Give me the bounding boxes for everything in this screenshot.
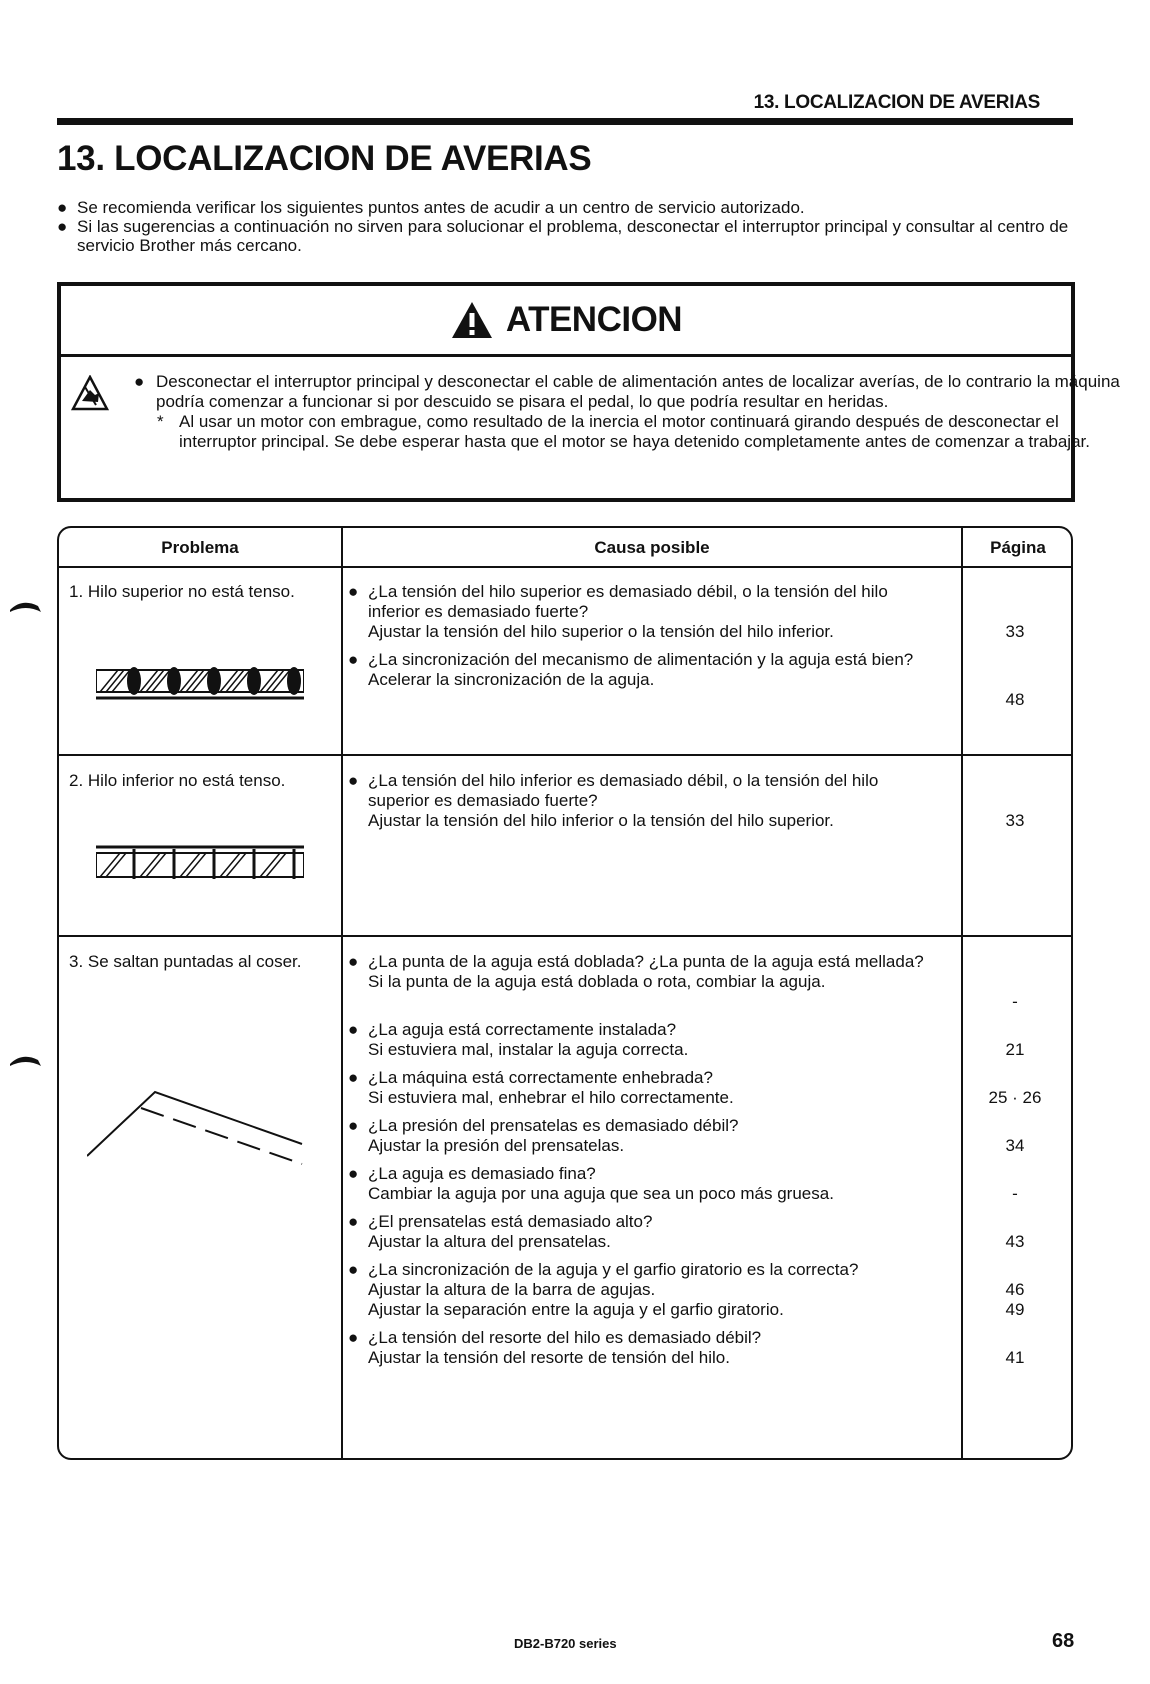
attention-body	[61, 357, 1120, 498]
cause-item: ● ¿La sincronización del mecanismo de alimentación y la aguja está bien? Acelerar la sincronización de la aguja.	[348, 650, 914, 689]
page-title: 13. LOCALIZACION DE AVERIAS	[57, 139, 592, 178]
bullet-icon: ●	[348, 1116, 359, 1135]
column-divider	[341, 528, 343, 1458]
attention-header	[61, 286, 1071, 357]
bullet-icon: ●	[348, 582, 359, 601]
page-reference: 43	[1005, 1232, 1025, 1251]
running-head: 13. LOCALIZACION DE AVERIAS	[753, 92, 1040, 113]
column-header-problem: Problema	[161, 538, 239, 557]
intro-item: ● Si las sugerencias a continuación no sirven para solucionar el problema, desconectar el interruptor principal y consultar al centro de servicio Brother más cercano.	[57, 217, 1069, 255]
attention-note: * Al usar un motor con embrague, como resultado de la inercia el motor continuará girando después de desconectar el interruptor principal. Se debe esperar hasta que el motor se haya detenido completamente antes de comenzar a trabajar.	[157, 412, 1090, 451]
page-reference: 41	[1005, 1348, 1025, 1367]
cause-item: ● ¿La sincronización de la aguja y el garfio giratorio es la correcta? Ajustar la altura de la barra de agujas. Ajustar la separación entre la aguja y el garfio giratorio.	[348, 1260, 859, 1319]
footer-series: DB2-B720 series	[514, 1636, 617, 1651]
cause-item: ● ¿La tensión del resorte del hilo es demasiado débil? Ajustar la tensión del resorte de tensión del hilo.	[348, 1328, 762, 1367]
column-header-page: Página	[990, 538, 1046, 557]
cause-item: ● ¿La presión del prensatelas es demasiado débil? Ajustar la presión del prensatelas.	[348, 1116, 739, 1155]
row-divider	[59, 935, 1071, 937]
bullet-icon: ●	[348, 1328, 359, 1347]
column-header-cause: Causa posible	[594, 538, 710, 557]
problem-label: 2. Hilo inferior no está tenso.	[69, 771, 286, 790]
cause-item: ● ¿La tensión del hilo superior es demasiado débil, o la tensión del hilo inferior es demasiado fuerte? Ajustar la tensión del hilo superior o la tensión del hilo inferior.	[348, 582, 888, 641]
loose-lower-thread-illustration	[96, 843, 304, 885]
cause-item: ● ¿La aguja está correctamente instalada? Si estuviera mal, instalar la aguja correcta.	[348, 1020, 689, 1059]
cause-item: ● ¿El prensatelas está demasiado alto? Ajustar la altura del prensatelas.	[348, 1212, 653, 1251]
bullet-icon: ●	[348, 650, 359, 669]
page-reference: 49	[1005, 1300, 1025, 1319]
header-divider	[59, 566, 1071, 568]
page-reference: 25 · 26	[988, 1088, 1042, 1107]
warning-triangle-icon	[450, 300, 494, 340]
loose-upper-thread-illustration	[96, 660, 304, 702]
bullet-icon: ●	[348, 1260, 359, 1279]
note-mark: *	[157, 412, 164, 431]
problem-label: 1. Hilo superior no está tenso.	[69, 582, 295, 601]
bullet-icon: ●	[348, 1020, 359, 1039]
bullet-icon: ●	[134, 372, 145, 391]
page-reference: -	[1012, 1184, 1018, 1203]
page-reference: 46	[1005, 1280, 1025, 1299]
attention-bullet: ● Desconectar el interruptor principal y desconectar el cable de alimentación antes de localizar averías, de lo contrario la máquina podría comenzar a funcionar si por descuido se pisara el pedal, lo que podría resultar en heridas.	[134, 372, 1120, 411]
bullet-icon: ●	[348, 1212, 359, 1231]
cause-item: ● ¿La punta de la aguja está doblada? ¿La punta de la aguja está mellada? Si la punta de la aguja está doblada o rota, combiar la aguja.	[348, 952, 924, 991]
hand-crush-hazard-icon	[71, 375, 109, 411]
cause-item: ● ¿La tensión del hilo inferior es demasiado débil, o la tensión del hilo superior es demasiado fuerte? Ajustar la tensión del hilo inferior o la tensión del hilo superior.	[348, 771, 879, 830]
binding-mark-icon	[8, 1052, 42, 1070]
problem-label: 3. Se saltan puntadas al coser.	[69, 952, 302, 971]
cause-item: ● ¿La aguja es demasiado fina? Cambiar la aguja por una aguja que sea un poco más gruesa.	[348, 1164, 834, 1203]
bullet-icon: ●	[57, 198, 68, 217]
page-reference: 34	[1005, 1136, 1025, 1155]
page-number: 68	[1052, 1630, 1075, 1652]
troubleshooting-table	[57, 526, 1073, 1460]
bullet-icon: ●	[348, 1164, 359, 1183]
page-reference: 21	[1005, 1040, 1025, 1059]
binding-mark-icon	[8, 598, 42, 616]
bullet-icon: ●	[348, 952, 359, 971]
page-reference: 48	[1005, 690, 1025, 709]
row-divider	[59, 754, 1071, 756]
cause-item: ● ¿La máquina está correctamente enhebrada? Si estuviera mal, enhebrar el hilo correctamente.	[348, 1068, 734, 1107]
bullet-icon: ●	[348, 771, 359, 790]
header-rule	[57, 118, 1073, 125]
page-reference: -	[1012, 992, 1018, 1011]
page-reference: 33	[1005, 622, 1025, 641]
attention-text	[134, 372, 1124, 452]
intro-item: ● Se recomienda verificar los siguientes puntos antes de acudir a un centro de servicio autorizado.	[57, 198, 805, 217]
page-reference: 33	[1005, 811, 1025, 830]
attention-box	[57, 282, 1120, 502]
attention-title: ATENCION	[505, 300, 683, 339]
intro-list	[57, 198, 1097, 255]
bullet-icon: ●	[57, 217, 68, 236]
skipped-stitch-illustration	[87, 1064, 317, 1174]
bullet-icon: ●	[348, 1068, 359, 1087]
